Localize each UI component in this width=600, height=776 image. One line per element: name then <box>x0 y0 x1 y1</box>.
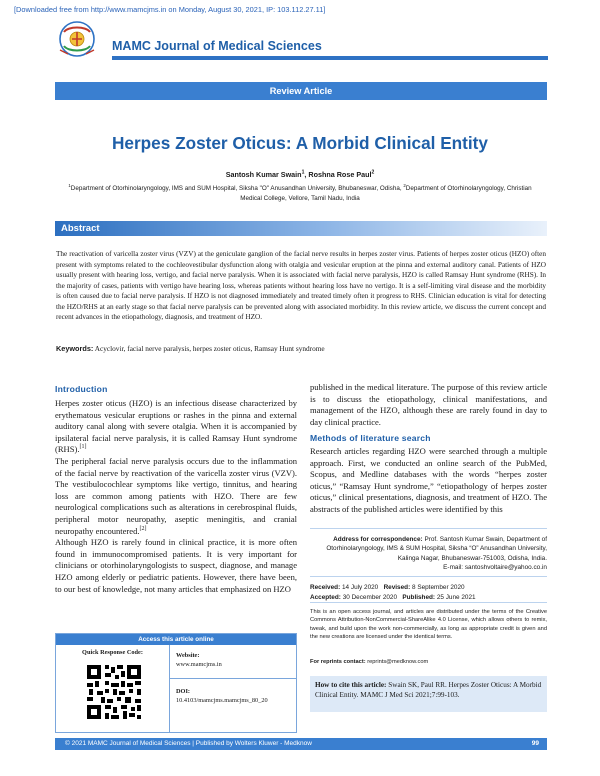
doi-block <box>170 679 296 713</box>
affiliation-text: Department of Otorhinolaryngology, IMS and SUM Hospital, Siksha "O" Anusandhan University, Bhubaneswar, Odisha, <box>70 185 404 192</box>
affiliations <box>62 184 538 203</box>
paragraph: published in the medical literature. The purpose of this review article is to discuss the etiopathology, clinical manifestations, and management of the HZO, although these are rarely found in day to day clinical practice. <box>310 382 547 427</box>
article-type-bar: Review Article <box>55 82 547 100</box>
access-online-box <box>55 633 297 733</box>
correspondence-box <box>310 528 547 573</box>
received-date: 14 July 2020 <box>341 584 379 591</box>
accepted-label: Accepted: <box>310 594 341 601</box>
citation-ref[interactable]: [2] <box>139 525 147 532</box>
download-banner[interactable]: [Downloaded free from http://www.mamcjms.in on Monday, August 30, 2021, IP: 103.112.27.11] <box>14 5 326 14</box>
author-superscript: 2 <box>371 169 375 176</box>
page-footer <box>55 738 547 750</box>
journal-logo <box>56 20 98 58</box>
article-dates <box>310 576 547 603</box>
author-separator: , <box>304 170 309 179</box>
affiliation-superscript: 1 <box>68 182 71 188</box>
introduction-continued <box>310 382 547 428</box>
reprints-label: For reprints contact: <box>310 659 366 665</box>
accepted-date: 30 December 2020 <box>342 594 398 601</box>
reprints-contact <box>310 659 547 665</box>
qr-label: Quick Response Code: <box>82 649 143 656</box>
website-block <box>170 645 296 679</box>
header-rule <box>112 56 548 60</box>
page-number: 99 <box>531 740 539 747</box>
correspondence-email[interactable]: E-mail: santoshvoltaire@yahoo.co.in <box>443 564 547 572</box>
license-notice: This is an open access journal, and articles are distributed under the terms of the Creative Commons Attribution-NonCommercial-ShareAlike 4.0 License, which allows others to remix, tweak, and build upon the work non-commercially, as long as appropriate credit is given and the new creations are licensed under the identical terms. <box>310 602 547 641</box>
published-label: Published: <box>402 594 436 601</box>
website-label: Website: <box>176 652 200 659</box>
abstract-text: The reactivation of varicella zoster virus (VZV) at the geniculate ganglion of the facial nerve results in herpes zoster virus. Patients of herpes zoster oticus (HZO) often present with symptoms related to the cochleovestibular dysfunction along with otalgia and vesicular eruption at the pinna and external auditory canal. Patients of HZO usually present with hearing loss, vertigo, and facial nerve paralysis. When it is associated with facial nerve paralysis, HZO is called Ramsay Hunt syndrome (RHS). In the majority of cases, patients with vertigo have hearing loss, whereas patients without hearing loss have no vertigo. It is a self-limiting viral disease and the morbidity is often caused due to facial nerve paralysis. If HZO is not diagnosed immediately and treated timely often it progress to RHS. Clinician education is vital for detecting the HZO/RHS at an early stage so that facial nerve paralysis can be prevented along with associated morbidity. In this review article, we discuss the current concept and recent advances in the etiopathology, diagnosis, and treatment of HZO. <box>56 250 546 321</box>
keywords-label: Keywords: <box>56 344 94 353</box>
published-date: 25 June 2021 <box>436 594 476 601</box>
paragraph: Although HZO is rarely found in clinical practice, it is more often found in immunocompromised patients. It is very important for clinicians or otorhinolaryngologists to suspect, diagnose, and manage HZO among elderly or pediatric patients. However, there have been, to our best of knowledge, not many articles that emphasized on HZO <box>55 537 297 594</box>
article-title: Herpes Zoster Oticus: A Morbid Clinical Entity <box>112 133 488 153</box>
citation-text: Swain SK, Paul RR. Herpes Zoster Oticus: A Morbid Clinical Entity. MAMC J Med Sci 2021;7:99-103. <box>315 681 542 699</box>
citation-box <box>310 676 547 712</box>
citation-label: How to cite this article: <box>315 681 387 689</box>
abstract-heading-bar <box>55 221 547 236</box>
author-list <box>0 170 600 179</box>
doi-label: DOI: <box>176 688 190 695</box>
section-heading-methods: Methods of literature search <box>310 433 431 443</box>
journal-name: MAMC Journal of Medical Sciences <box>112 39 322 53</box>
author-superscript: 1 <box>301 169 305 176</box>
access-info-panel <box>170 645 296 732</box>
footer-text: © 2021 MAMC Journal of Medical Sciences | Published by Wolters Kluwer - Medknow <box>65 740 312 747</box>
paragraph-text: Herpes zoster oticus (HZO) is an infectious disease characterized by erythematous vesicular eruptions or rashes in the pinna and external auditory canal along with severe otalgia. When it is accompanied by ipsilateral facial nerve paralysis, it is called Ramsay Hunt syndrome (RHS). <box>55 398 297 455</box>
paragraph: Research articles regarding HZO were searched through a multiple approach. First, we conducted an online search of the PubMed, Scopus, and Medline databases with the words “herpes zoster oticus,” “Ramsay Hunt syndrome,” “etiopathology of herpes zoster oticus,” clinical presentations, diagnosis, and treatment of HZO. The abstracts of the published articles were identified by this <box>310 446 547 514</box>
section-heading-introduction: Introduction <box>55 384 108 394</box>
affiliation-text: Department of Otorhinolaryngology, Christian Medical College, Vellore, Tamil Nadu, India <box>240 185 532 202</box>
keywords-text: Acyclovir, facial nerve paralysis, herpes zoster oticus, Ramsay Hunt syndrome <box>93 344 325 353</box>
revised-label: Revised: <box>383 584 411 591</box>
website-link[interactable]: www.mamcjms.in <box>176 661 222 668</box>
introduction-column <box>55 398 297 595</box>
author-name: Santosh Kumar Swain <box>225 170 302 179</box>
doi-link[interactable]: 10.4103/mamcjms.mamcjms_80_20 <box>176 697 268 704</box>
citation-ref[interactable]: [1] <box>79 444 87 451</box>
received-label: Received: <box>310 584 341 591</box>
paragraph <box>55 398 297 456</box>
keywords <box>56 344 546 353</box>
paragraph-text: The peripheral facial nerve paralysis occurs due to the inflammation of the facial nerve by reactivation of the varicella zoster virus (VZV). The vestibulocochlear symptoms like vertigo, tinnitus, and hearing loss are common among patients with HZO. There are few neurological complications such as alterations in cerebrospinal fluids, peripheral motor neuropathy, aseptic meningitis, and cranial neuropathy encountered. <box>55 455 297 536</box>
correspondence-text: Prof. Santosh Kumar Swain, Department of Otorhinolaryngology, IMS & SUM Hospital, Siksha “O” Anusandhan University, Kalinga Nagar, Bhubaneswar-751003, Odisha, India. <box>326 536 547 562</box>
affiliation-superscript: 2 <box>403 182 406 188</box>
correspondence-label: Address for correspondence: <box>333 536 423 543</box>
paragraph <box>55 456 297 537</box>
methods-column <box>310 446 547 516</box>
qr-panel <box>56 645 170 732</box>
abstract-heading: Abstract <box>61 223 100 234</box>
access-heading: Access this article online <box>56 634 296 645</box>
reprints-email[interactable]: reprints@medknow.com <box>365 659 429 665</box>
author-name: Roshna Rose Paul <box>308 170 372 179</box>
revised-date: 8 September 2020 <box>411 584 465 591</box>
qr-code-icon[interactable] <box>85 663 143 721</box>
